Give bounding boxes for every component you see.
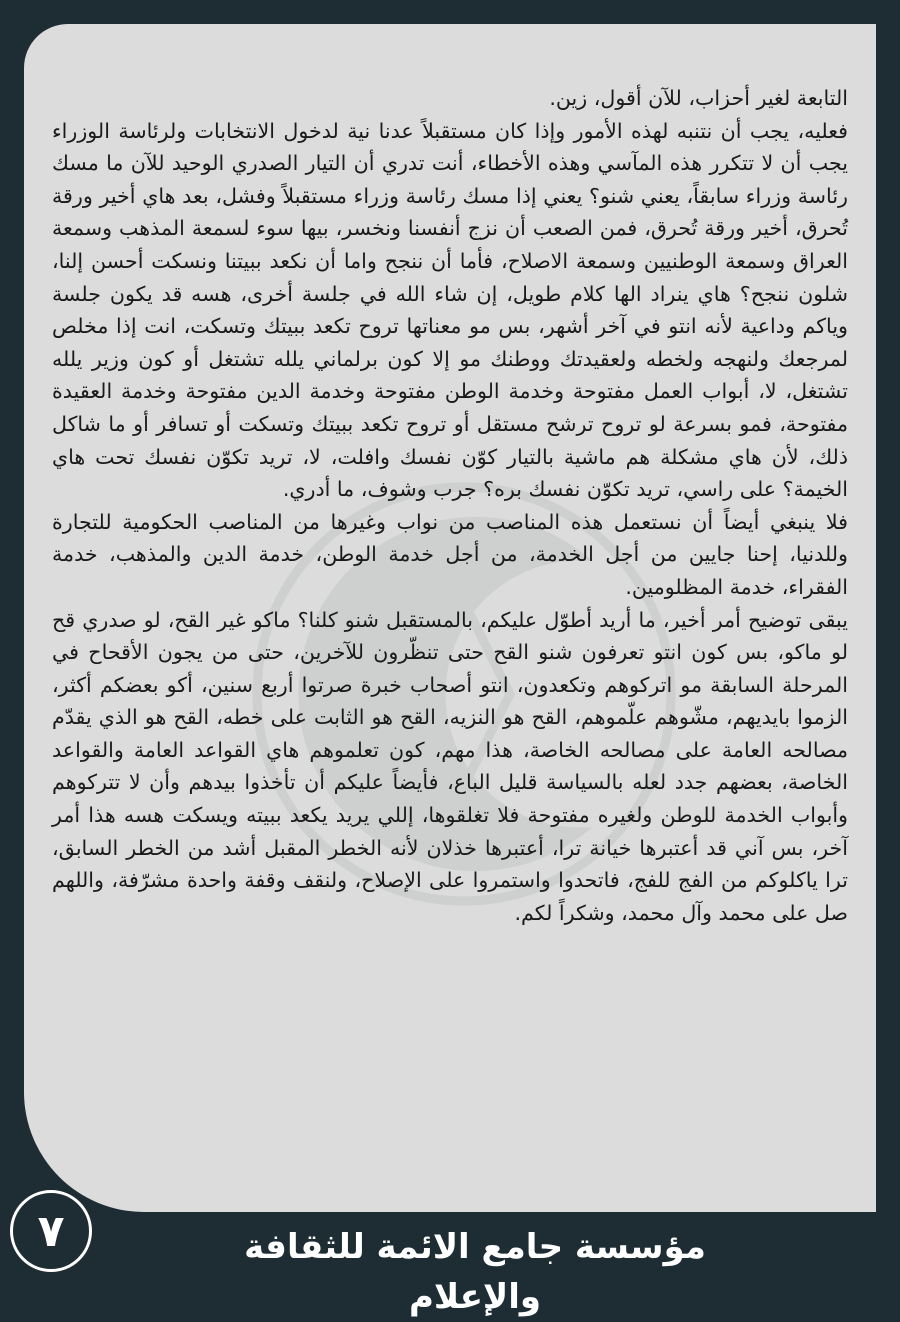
paragraph: فلا ينبغي أيضاً أن نستعمل هذه المناصب من نواب وغيرها من المناصب الحكومية للتجارة وللدنيا، إحنا جايين من أجل الخدمة، من أجل خدمة الوطن، خدمة الدين والمذهب، خدمة الفقراء، خدمة المظلومين. xyxy=(52,509,848,599)
document-page xyxy=(24,24,876,1212)
institution-name: مؤسسة جامع الائمة للثقافة والإعلام xyxy=(244,1227,706,1317)
paragraph: فعليه، يجب أن نتنبه لهذه الأمور وإذا كان مستقبلاً عدنا نية لدخول الانتخابات ولرئاسة الوزراء يجب أن لا تتكرر هذه المآسي وهذه الأخطاء، أنت تدري أن التيار الصدري الوحيد للآن ما مسك رئاسة وزراء سابقاً، يعني شنو؟ يعني إذا مسك رئاسة وزراء مستقبلاً وفشل، بعد هاي أخير ورقة تُحرق، أخير ورقة تُحرق، فمن الصعب أن نزج أنفسنا ونخسر، بيها سوء لسمعة المذهب وسمعة العراق وسمعة الوطنيين وسمعة الاصلاح، فأما أن ننجح واما أن نكعد ببيتنا ونسكت أحسن إلنا، شلون ننجح؟ هاي ينراد الها كلام طويل، إن شاء الله في جلسة أخرى، هسه قد يكون جلسة وياكم وداعية لأنه انتو في آخر أشهر، بس مو معناتها تروح تكعد ببيتك وتسكت، انت إذا مخلص لمرجعك ولنهجه ولخطه ولعقيدتك ووطنك مو إلا كون برلماني يلله تشتغل أو كون وزير يلله تشتغل، لا، أبواب العمل مفتوحة وخدمة الوطن مفتوحة وخدمة الدين مفتوحة وخدمة العقيدة مفتوحة، فمو بسرعة لو تروح ترشح مستقل أو تروح تكعد ببيتك وتسكت أو تسافر أو ما شاكل ذلك، لأن هاي مشكلة هم ماشية بالتيار كوّن نفسك وافلت، لا، تريد تكوّن نفسك تحت هاي الخيمة؟ على راسي، تريد تكوّن نفسك بره؟ جرب وشوف، ما أدري. xyxy=(52,118,848,502)
page-number-badge: ٧ xyxy=(10,1190,92,1272)
paragraph: التابعة لغير أحزاب، للآن أقول، زين. xyxy=(549,86,848,110)
paragraph: يبقى توضيح أمر أخير، ما أريد أطوّل عليكم، بالمستقبل شنو كلنا؟ ماكو غير القح، لو صدري قح لو ماكو، بس كون انتو تعرفون شنو القح حتى تنظّرون للآخرين، حتى من يجون الأقحاح في المرحلة السابقة مو اتركوهم وتكعدون، انتو أصحاب خبرة صرتوا أربع سنين، أكو بعضكم أكثر، الزموا بايديهم، مشّوهم علّموهم، القح هو النزيه، القح هو الثابت على خطه، القح هو الذي يقدّم مصالحه العامة على مصالحه الخاصة، هذا مهم، كون تعلموهم هاي القواعد العامة والقواعد الخاصة، بعضهم جدد لعله بالسياسة قليل الباع، فأيضاً عليكم أن تأخذوا بيدهم وأن لا تتركوهم وأبواب الخدمة للوطن ولغيره مفتوحة فلا تغلقوها، إللي يريد يكعد ببيته ويسكت هسه هذا أمر آخر، بس آني قد أعتبرها خيانة ترا، أعتبرها خذلان لأنه الخطر المقبل أشد من الخطر السابق، ترا ياكلوكم من الفج للفج، فاتحدوا واستمروا على الإصلاح، ولنقف وقفة واحدة مشرّفة، واللهم صل على محمد وآل محمد، وشكراً لكم. xyxy=(52,607,848,925)
article-body xyxy=(52,82,848,929)
